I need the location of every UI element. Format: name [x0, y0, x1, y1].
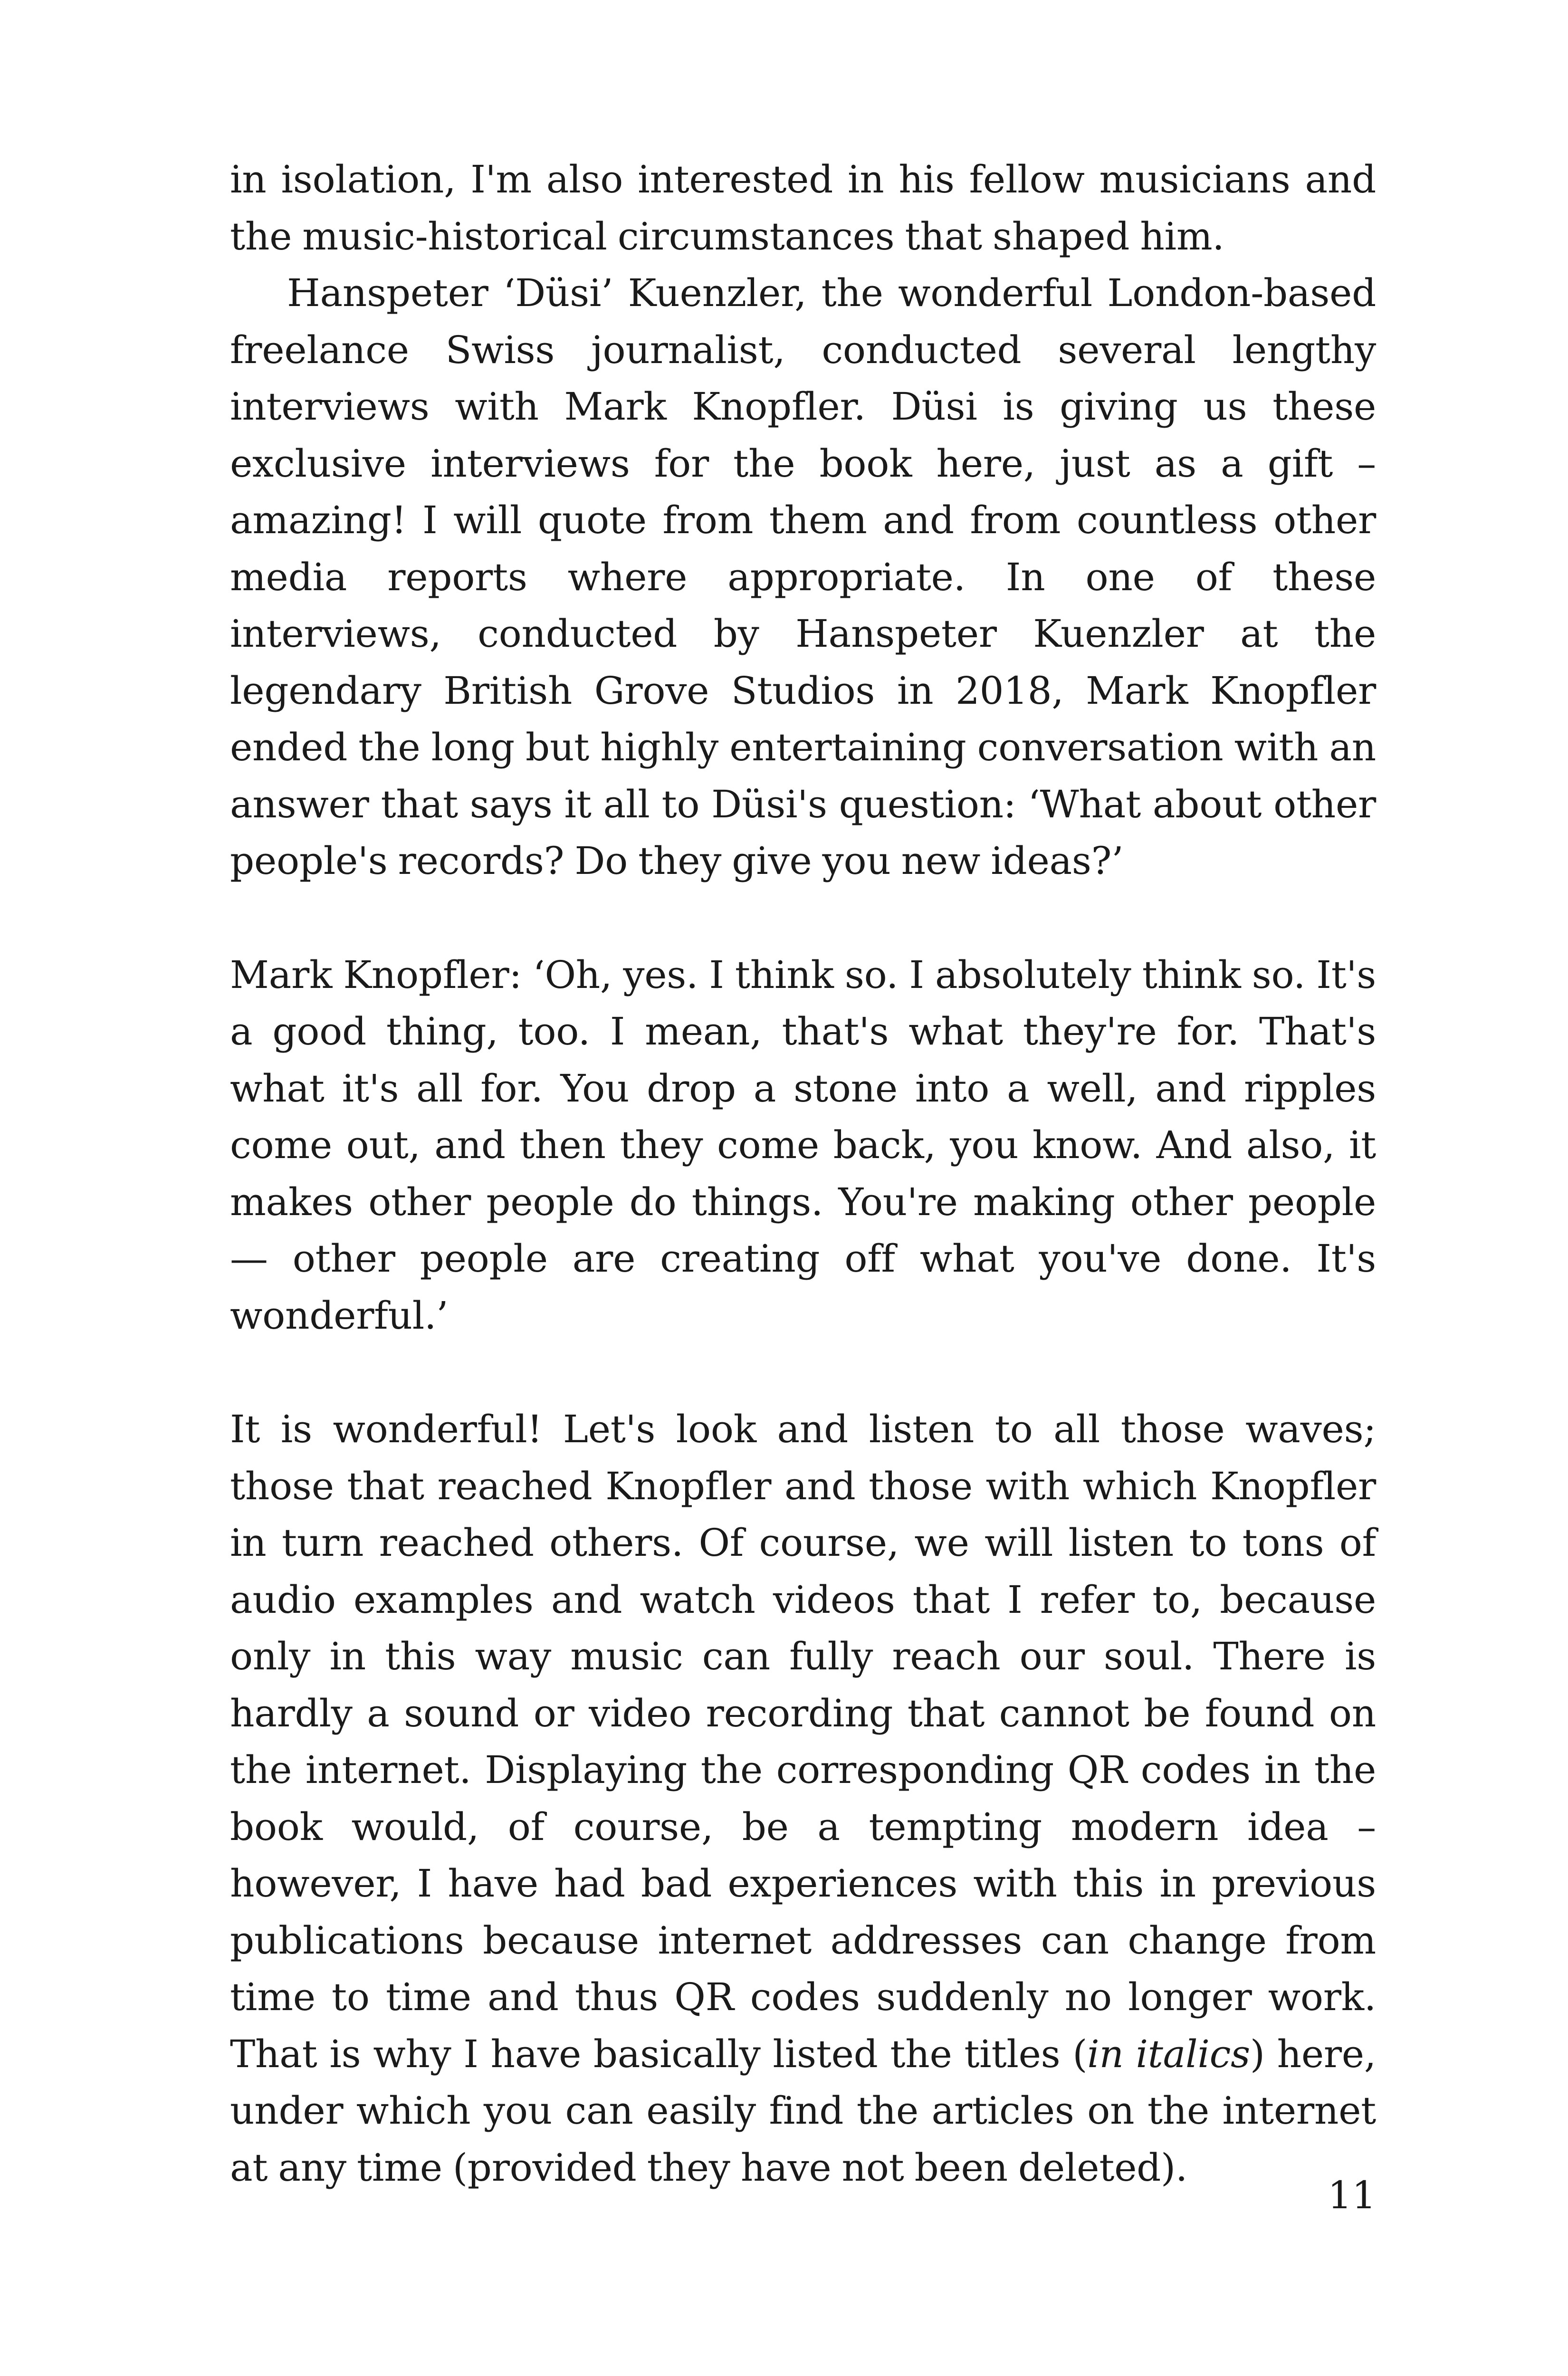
page-body [230, 151, 1376, 2196]
paragraph-quote: Mark Knopfler: ‘Oh, yes. I think so. I absolutely think so. It's a good thing, too. I mean, that's what they're for. That's what it's all for. You drop a stone into a well, and ripples come out, and then they come back, you know. And also, it makes other people do things. You're making other people — other people are creating off what you've done. It's wonderful.’ [230, 952, 1376, 1338]
conclusion-text-after: ) here, under which you can easily find the articles on the internet at any time (provided they have not been deleted). [230, 2031, 1376, 2190]
conclusion-text-before: It is wonderful! Let's look and listen to all those waves; those that reached Knopfler and those with which Knopfler in turn reached others. Of course, we will listen to tons of audio examples and watch videos that I refer to, because only in this way music can fully reach our soul. There is hardly a sound or video recording that cannot be found on the internet. Displaying the corresponding QR codes in the book would, of course, be a tempting modern idea – however, I have had bad experiences with this in previous publications because internet addresses can change from time to time and thus QR codes suddenly no longer work. That is why I have basically listed the titles ( [230, 1407, 1376, 2076]
paragraph-interviews: Hanspeter ‘Düsi’ Kuenzler, the wonderful London-based freelance Swiss journalist, conducted several lengthy interviews with Mark Knopfler. Düsi is giving us these exclusive interviews for the book here, just as a gift – amazing! I will quote from them and from countless other media reports where appropriate. In one of these interviews, conducted by Hanspeter Kuenzler at the legendary British Grove Studios in 2018, Mark Knopfler ended the long but highly entertaining conversation with an answer that says it all to Düsi's question: ‘What about other people's records? Do they give you new ideas?’ [230, 271, 1376, 883]
paragraph-continuation: in isolation, I'm also interested in his fellow musicians and the music-historical circumstances that shaped him. [230, 157, 1376, 259]
italic-emphasis: in italics [1087, 2031, 1250, 2076]
paragraph-conclusion [230, 1401, 1376, 2196]
page-number: 11 [1328, 2173, 1376, 2217]
